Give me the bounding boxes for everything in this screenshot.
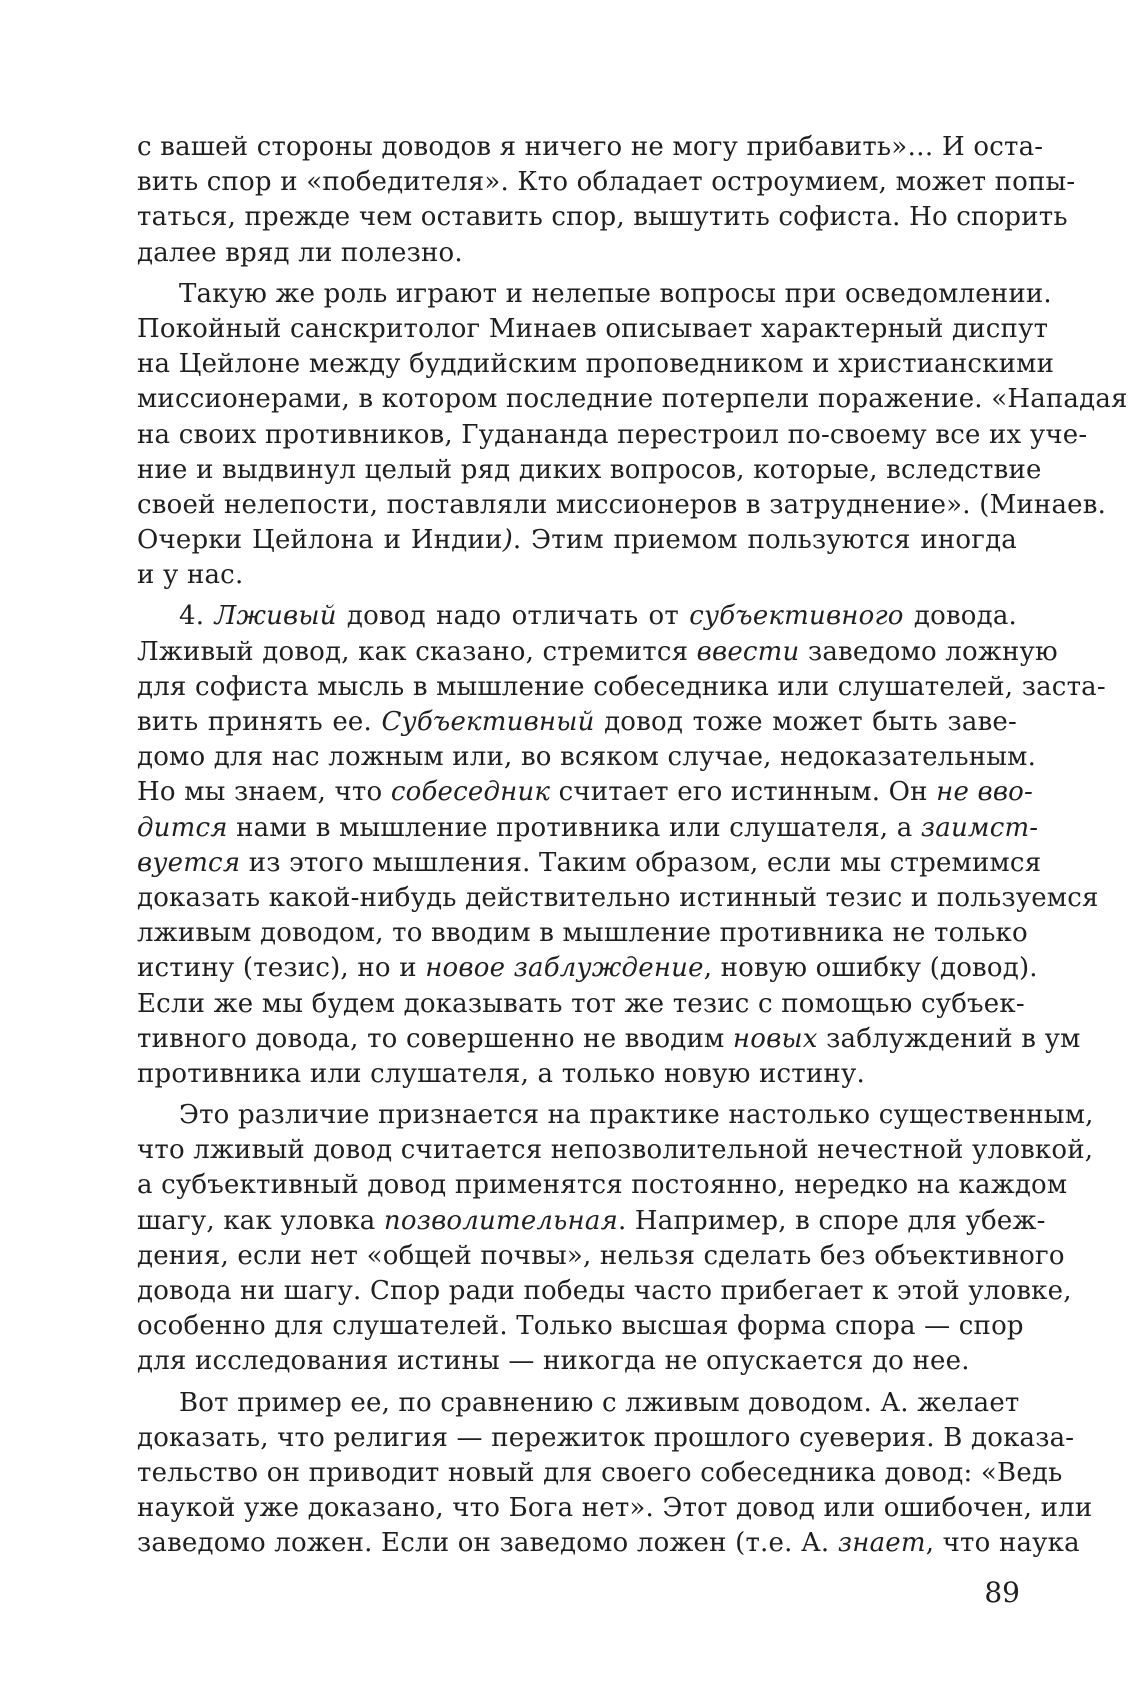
italic-text: Субъективный xyxy=(381,707,595,737)
text-line xyxy=(137,523,1017,558)
paragraph xyxy=(137,1098,1094,1380)
text-line xyxy=(137,382,1128,417)
text-segment: . Например, в споре для убеж- xyxy=(617,1205,1046,1236)
text-segment: доказать, что религия — пережиток прошлого суеверия. В доказа- xyxy=(137,1422,1075,1453)
text-line xyxy=(137,277,1052,312)
text-line xyxy=(137,236,1017,271)
text-segment: шагу, как уловка xyxy=(137,1205,384,1236)
text-line xyxy=(137,1168,1068,1203)
text-segment: дения, если нет «общей почвы», нельзя сделать без объективного xyxy=(137,1240,1065,1271)
text-segment: , новую ошибку (довод). xyxy=(703,953,1038,984)
text-line xyxy=(137,1309,1024,1344)
text-line xyxy=(137,1133,1094,1168)
italic-text: ввести xyxy=(696,636,800,667)
text-line xyxy=(137,1526,1080,1561)
text-segment: и у нас. xyxy=(137,560,244,591)
text-line xyxy=(137,1204,1046,1239)
italic-text: Лживый xyxy=(214,601,337,632)
text-line xyxy=(137,1022,1081,1057)
text-line xyxy=(137,1421,1075,1456)
text-line xyxy=(137,916,1028,951)
text-segment: доказать какой-нибудь действительно истинный тезис и пользуемся xyxy=(137,882,1099,913)
text-line xyxy=(137,881,1099,916)
text-segment: , что наука xyxy=(925,1528,1080,1559)
text-line xyxy=(137,1274,1072,1309)
text-segment: Лживый довод, как сказано, стремится xyxy=(137,636,697,667)
text-line xyxy=(137,1456,1063,1491)
text-line xyxy=(137,1239,1065,1274)
text-line xyxy=(137,705,1017,740)
text-line xyxy=(137,670,1106,705)
text-segment: а субъективный довод применятся постоянно, нередко на каждом xyxy=(137,1170,1068,1201)
text-segment: ние и выдвинул целый ряд диких вопросов, которые, вследствие xyxy=(137,454,1042,485)
text-segment: довод надо отличать от xyxy=(336,601,690,632)
italic-text: позволительная xyxy=(383,1205,618,1236)
italic-text: вуется xyxy=(137,847,241,878)
italic-text: заимст- xyxy=(920,812,1039,843)
text-segment: заведомо ложную xyxy=(799,636,1058,667)
text-line xyxy=(137,1344,1017,1379)
text-line xyxy=(137,1491,1093,1526)
text-line xyxy=(137,1098,1094,1133)
paragraph xyxy=(137,277,1128,594)
italic-text: дится xyxy=(137,812,228,843)
text-segment: . Этим приемом пользуются иногда xyxy=(512,525,1017,556)
text-line xyxy=(137,453,1042,488)
text-segment: заблуждений в ум xyxy=(817,1023,1081,1054)
text-segment: далее вряд ли полезно. xyxy=(137,237,463,268)
text-segment: с вашей стороны доводов я ничего не могу прибавить»… И оста- xyxy=(137,132,1044,162)
italic-text: новых xyxy=(732,1023,818,1054)
text-segment: Вот пример ее, по сравнению с лживым доводом. А. желает xyxy=(179,1387,1020,1418)
text-line xyxy=(137,987,1025,1022)
text-segment: на Цейлоне между буддийским проповедником и христианскими xyxy=(137,349,1055,380)
text-segment: Покойный санскритолог Минаев описывает характерный диспут xyxy=(137,313,1049,344)
text-segment: таться, прежде чем оставить спор, вышутить софиста. Но спорить xyxy=(137,202,1068,233)
text-segment: считает его истинным. Он xyxy=(550,777,937,808)
text-segment: для софиста мысль в мышление собеседника или слушателей, заста- xyxy=(137,671,1106,702)
text-segment: на своих противников, Гудананда перестроил по-своему все их уче- xyxy=(137,419,1088,450)
text-segment: домо для нас ложным или, во всяком случае, недоказательным. xyxy=(137,742,1037,773)
text-segment: вить спор и «победителя». Кто обладает остроумием, может попы- xyxy=(137,167,1076,198)
text-line xyxy=(137,165,1076,200)
text-line xyxy=(137,599,1017,634)
text-segment: тельство он приводит новый для своего собеседника довод: «Ведь xyxy=(137,1457,1063,1488)
text-segment: 4. xyxy=(179,601,215,632)
text-line xyxy=(137,811,1039,846)
text-line xyxy=(137,312,1049,347)
text-segment: лживым доводом, то вводим в мышление противника не только xyxy=(137,918,1028,949)
text-segment: для исследования истины — никогда не опускается до нее. xyxy=(137,1346,970,1377)
text-segment: Очерки Цейлона и Индии xyxy=(137,525,503,556)
text-segment: Это различие признается на практике настолько существенным, xyxy=(179,1100,1094,1131)
text-segment: заведомо ложен. Если он заведомо ложен (т.е. А. xyxy=(137,1528,838,1559)
text-segment: наукой уже доказано, что Бога нет». Этот довод или ошибочен, или xyxy=(137,1493,1093,1524)
text-segment: довода ни шагу. Спор ради победы часто прибегает к этой уловке, xyxy=(137,1276,1072,1306)
text-segment: особенно для слушателей. Только высшая форма спора — спор xyxy=(137,1311,1024,1342)
text-line xyxy=(137,775,1034,810)
text-segment: миссионерами, в котором последние потерпели поражение. «Нападая xyxy=(137,384,1128,415)
text-segment: Но мы знаем, что xyxy=(137,777,391,808)
text-segment: из этого мышления. Таким образом, если мы стремимся xyxy=(240,847,1042,878)
italic-text: не вво- xyxy=(936,777,1034,808)
text-line xyxy=(137,347,1055,382)
italic-text: новое заблуждение xyxy=(425,953,704,984)
text-line xyxy=(137,740,1037,775)
italic-text: субъективного xyxy=(689,601,904,632)
text-segment: Такую же роль играют и нелепые вопросы при осведомлении. xyxy=(179,278,1052,309)
page-number: 89 xyxy=(984,1576,1020,1609)
text-line xyxy=(137,130,1044,165)
text-line xyxy=(137,558,1017,593)
italic-text: знает xyxy=(837,1528,926,1559)
text-line xyxy=(137,951,1038,986)
italic-text: ) xyxy=(502,525,513,556)
text-line xyxy=(137,1386,1020,1421)
text-segment: своей нелепости, поставляли миссионеров в затруднение». (Минаев. xyxy=(137,489,1107,520)
text-line xyxy=(137,846,1042,881)
paragraph xyxy=(137,1386,1093,1562)
text-segment: нами в мышление противника или слушателя, а xyxy=(227,812,921,843)
paragraph xyxy=(137,599,1106,1092)
text-segment: противника или слушателя, а только новую истину. xyxy=(137,1058,865,1089)
text-segment: Если же мы будем доказывать тот же тезис с помощью субъек- xyxy=(137,988,1025,1019)
text-line xyxy=(137,635,1058,670)
text-line xyxy=(137,200,1068,235)
text-line xyxy=(137,1057,1017,1092)
body-text xyxy=(137,130,1128,1562)
text-line xyxy=(137,488,1107,523)
text-line xyxy=(137,418,1088,453)
text-segment: довода. xyxy=(903,601,1018,632)
text-segment: довод тоже может быть заве- xyxy=(594,707,1018,737)
paragraph xyxy=(137,130,1076,271)
italic-text: собеседник xyxy=(390,777,551,808)
text-segment: истину (тезис), но и xyxy=(137,953,426,984)
text-segment: тивного довода, то совершенно не вводим xyxy=(137,1023,733,1054)
text-segment: вить принять ее. xyxy=(137,707,382,737)
text-segment: что лживый довод считается непозволительной нечестной уловкой, xyxy=(137,1135,1094,1166)
